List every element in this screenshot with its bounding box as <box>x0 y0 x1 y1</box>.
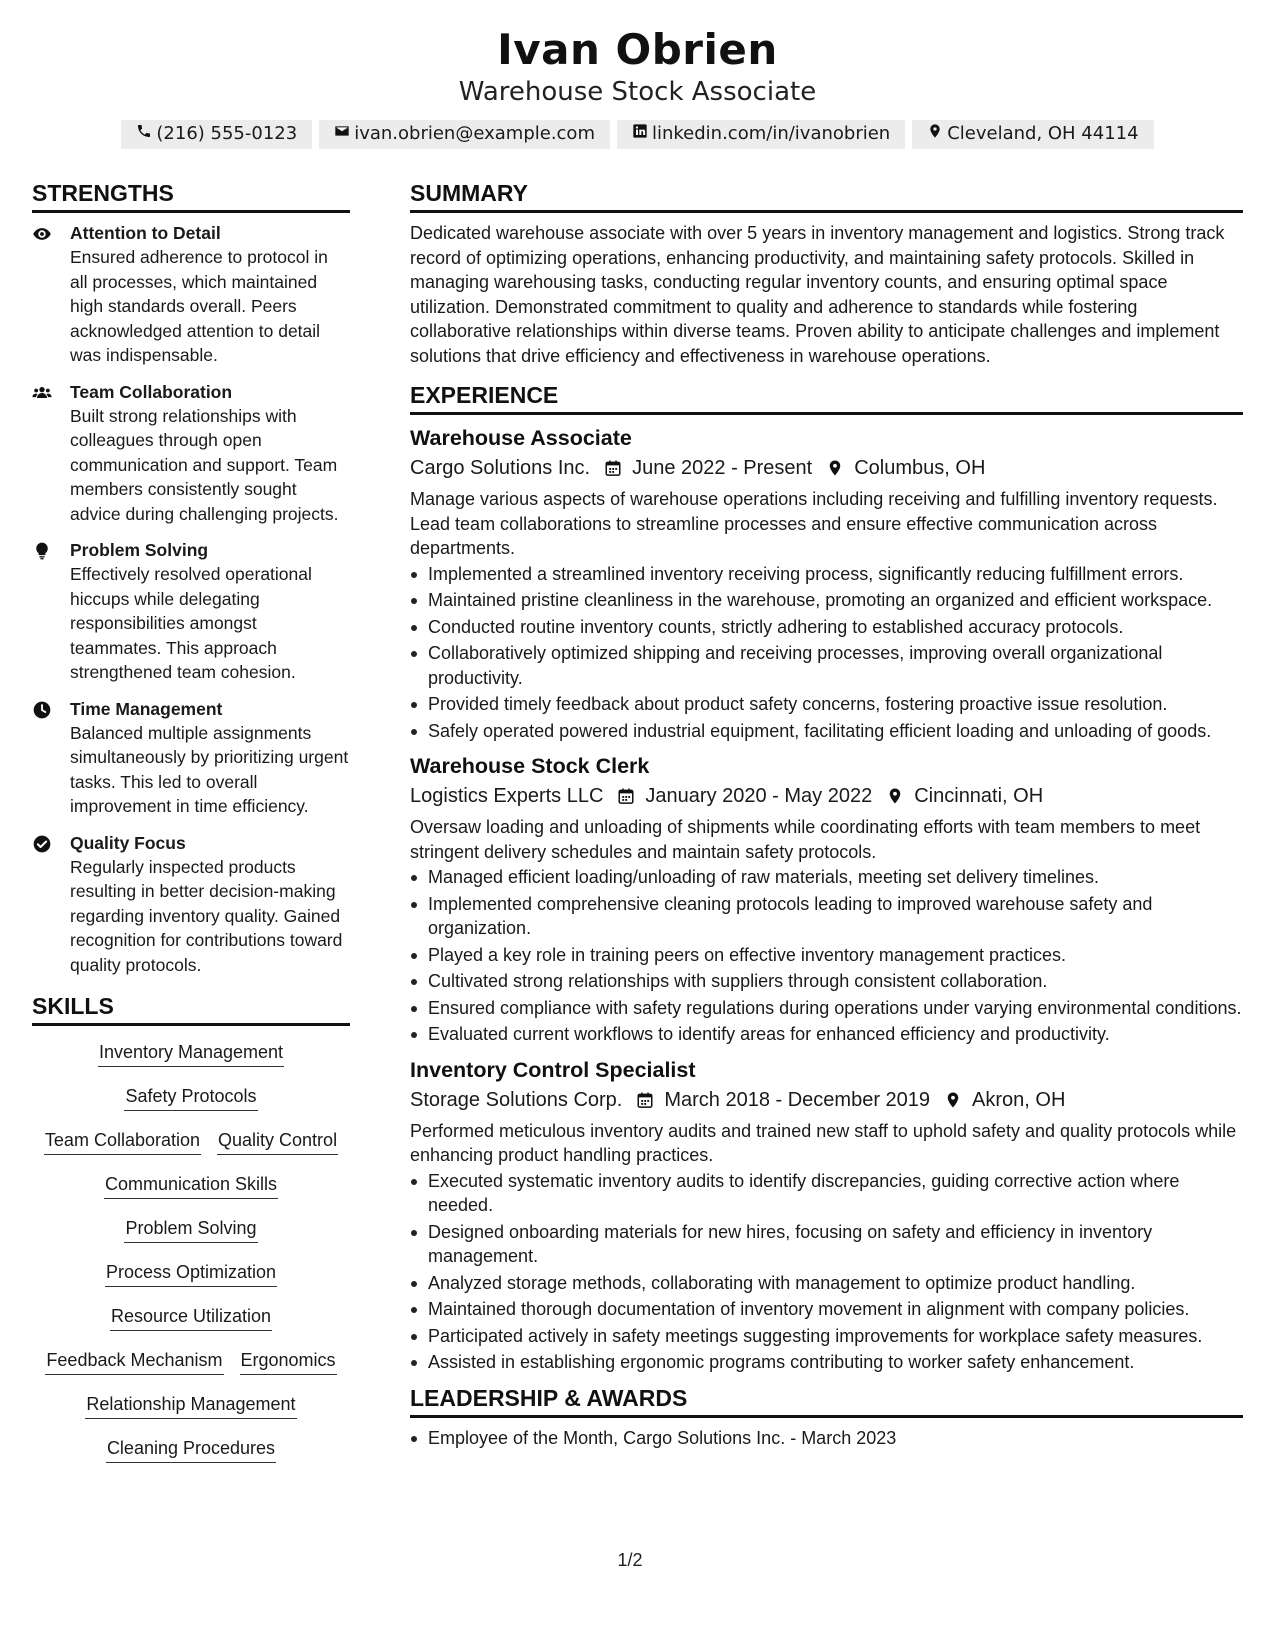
strength-desc: Regularly inspected products resulting in better decision-making regarding inventory quality. Gained recognition for contributions toward quality protocols. <box>70 856 343 975</box>
job-location: Columbus, OH <box>854 457 986 479</box>
job-bullet: Evaluated current workflows to identify areas for enhanced efficiency and productivity. <box>410 1022 1243 1047</box>
strength-title: Quality Focus <box>70 832 186 853</box>
job-entry <box>410 423 1243 743</box>
job-entry <box>410 1055 1243 1375</box>
job-bullet: Analyzed storage methods, collaborating with management to optimize product handling. <box>410 1271 1243 1296</box>
job-bullet: Executed systematic inventory audits to identify discrepancies, guiding corrective action where needed. <box>410 1169 1243 1218</box>
skill-row <box>32 1084 350 1111</box>
job-title: Warehouse Associate <box>410 426 632 450</box>
skill-row <box>32 1436 350 1463</box>
skills-heading: SKILLS <box>32 991 350 1026</box>
skill-tag: Process Optimization <box>105 1260 277 1287</box>
email-icon <box>334 122 350 146</box>
skill-row <box>32 1392 350 1419</box>
skill-tag: Problem Solving <box>124 1216 257 1243</box>
candidate-title: Warehouse Stock Associate <box>458 77 817 107</box>
job-bullet: Ensured compliance with safety regulations during operations under varying environmental conditions. <box>410 996 1243 1021</box>
job-location: Cincinnati, OH <box>914 785 1044 807</box>
strengths-heading: STRENGTHS <box>32 178 350 213</box>
strength-item <box>32 831 350 978</box>
job-bullet: Assisted in establishing ergonomic programs contributing to worker safety enhancement. <box>410 1350 1243 1375</box>
job-bullet: Maintained pristine cleanliness in the warehouse, promoting an organized and efficient workspace. <box>410 588 1243 613</box>
users-icon <box>32 380 70 527</box>
job-title: Warehouse Stock Clerk <box>410 754 650 778</box>
job-meta <box>410 453 1243 483</box>
calendar-icon <box>636 1091 654 1109</box>
skill-tag: Ergonomics <box>240 1348 337 1375</box>
award-item: Employee of the Month, Cargo Solutions Inc. - March 2023 <box>410 1426 1243 1451</box>
check-circle-icon <box>32 831 70 978</box>
phone-icon <box>136 122 152 146</box>
job-entry <box>410 751 1243 1047</box>
job-bullet: Participated actively in safety meetings suggesting improvements for workplace safety measures. <box>410 1324 1243 1349</box>
job-dates: March 2018 - December 2019 <box>664 1088 931 1111</box>
linkedin-icon <box>632 122 648 146</box>
location-pin-icon <box>826 459 844 477</box>
candidate-name: Ivan Obrien <box>497 25 778 74</box>
job-bullet: Conducted routine inventory counts, strictly adhering to established accuracy protocols. <box>410 615 1243 640</box>
location-pin-icon <box>944 1091 962 1109</box>
job-bullet: Collaboratively optimized shipping and receiving processes, improving overall organizational productivity. <box>410 641 1243 690</box>
awards-heading: LEADERSHIP & AWARDS <box>410 1383 1243 1418</box>
calendar-icon <box>617 787 635 805</box>
contact-bar <box>0 120 1275 149</box>
strength-item <box>32 697 350 819</box>
skill-row <box>32 1216 350 1243</box>
skill-tag: Quality Control <box>217 1128 338 1155</box>
job-meta <box>410 1085 1243 1115</box>
skill-row <box>32 1304 350 1331</box>
skill-row <box>32 1172 350 1199</box>
lightbulb-icon <box>32 538 70 685</box>
skill-row <box>32 1128 350 1155</box>
strength-desc: Balanced multiple assignments simultaneously by prioritizing urgent tasks. This led to overall improvement in time efficiency. <box>70 722 349 816</box>
clock-icon <box>32 697 70 819</box>
skill-row <box>32 1348 350 1375</box>
job-bullet: Implemented comprehensive cleaning protocols leading to improved warehouse safety and organization. <box>410 892 1243 941</box>
job-bullet: Designed onboarding materials for new hires, focusing on safety and efficiency in inventory management. <box>410 1220 1243 1269</box>
job-bullet: Provided timely feedback about product safety concerns, fostering proactive issue resolution. <box>410 692 1243 717</box>
job-bullet: Implemented a streamlined inventory receiving process, significantly reducing fulfillment errors. <box>410 562 1243 587</box>
job-description: Oversaw loading and unloading of shipments while coordinating efforts with team members to meet stringent delivery schedules and maintain safety protocols. <box>410 817 1201 862</box>
strength-item <box>32 221 350 368</box>
strength-title: Attention to Detail <box>70 223 221 243</box>
job-dates: June 2022 - Present <box>632 457 813 479</box>
job-company: Cargo Solutions Inc. <box>410 457 591 479</box>
left-column <box>32 178 350 1480</box>
skill-row <box>32 1260 350 1287</box>
strength-desc: Effectively resolved operational hiccups while delegating responsibilities amongst teammates. This approach strengthened team cohesion. <box>70 564 312 682</box>
job-meta <box>410 781 1243 811</box>
contact-phone[interactable] <box>121 120 312 149</box>
job-title: Inventory Control Specialist <box>410 1057 696 1082</box>
summary-text: Dedicated warehouse associate with over 5 years in inventory management and logistics. Strong track record of optimizing operations, enhancing productivity, and maintaining safety protocols. Skilled in managing warehousing tasks, conducting regular inventory counts, and ensuring optimal space utilization. Demonstrated commitment to quality and adherence to standards while fostering collaborative relationships within diverse teams. Proven ability to anticipate challenges and implement solutions that drive efficiency and effectiveness in warehouse operations. <box>410 223 1225 366</box>
resume-header <box>0 24 1275 149</box>
strength-title: Problem Solving <box>70 540 209 560</box>
awards-list <box>410 1426 1243 1451</box>
job-bullet: Maintained thorough documentation of inventory movement in alignment with company policies. <box>410 1297 1243 1322</box>
skill-tag: Cleaning Procedures <box>106 1436 276 1463</box>
contact-email-text: ivan.obrien@example.com <box>354 123 595 144</box>
strength-item <box>32 380 350 527</box>
experience-heading: EXPERIENCE <box>410 380 1243 415</box>
location-pin-icon <box>927 122 943 146</box>
calendar-icon <box>604 459 622 477</box>
skill-row <box>32 1040 350 1067</box>
job-bullet: Managed efficient loading/unloading of raw materials, meeting set delivery timelines. <box>410 865 1243 890</box>
job-location: Akron, OH <box>972 1088 1066 1111</box>
strength-title: Time Management <box>70 698 223 719</box>
location-pin-icon <box>886 787 904 805</box>
job-description: Performed meticulous inventory audits and trained new staff to uphold safety and quality protocols while enhancing product handling practices. <box>410 1120 1237 1165</box>
skill-tag: Safety Protocols <box>124 1084 257 1111</box>
summary-heading: SUMMARY <box>410 178 1243 213</box>
job-bullets <box>410 1169 1243 1375</box>
job-dates: January 2020 - May 2022 <box>645 785 873 807</box>
job-company: Logistics Experts LLC <box>410 785 604 807</box>
job-description: Manage various aspects of warehouse operations including receiving and fulfilling inventory requests. Lead team collaborations to streamline processes and ensure effective communication across departments. <box>410 489 1218 558</box>
contact-location <box>912 120 1153 149</box>
strength-item <box>32 538 350 685</box>
skill-tag: Inventory Management <box>98 1040 284 1067</box>
strength-title: Team Collaboration <box>70 381 233 402</box>
contact-location-text: Cleveland, OH 44114 <box>947 123 1139 144</box>
skill-tag: Communication Skills <box>104 1172 278 1199</box>
contact-linkedin[interactable] <box>617 120 905 149</box>
eye-icon <box>32 221 70 368</box>
page-number: 1/2 <box>617 1550 643 1570</box>
skill-tag: Feedback Mechanism <box>45 1348 223 1375</box>
skill-tag: Relationship Management <box>85 1392 296 1419</box>
job-bullets <box>410 562 1243 744</box>
contact-linkedin-text: linkedin.com/in/ivanobrien <box>651 123 891 144</box>
strength-desc: Ensured adherence to protocol in all processes, which maintained high standards overall. Peers acknowledged attention to detail was indispensable. <box>70 247 328 365</box>
skill-tag: Resource Utilization <box>110 1304 272 1331</box>
skills-list <box>32 1034 350 1463</box>
job-bullet: Cultivated strong relationships with suppliers through consistent collaboration. <box>410 969 1243 994</box>
contact-email[interactable] <box>319 120 610 149</box>
strength-desc: Built strong relationships with colleagues through open communication and support. Team members consistently sought advice during challenging projects. <box>70 405 339 524</box>
job-bullet: Safely operated powered industrial equipment, facilitating efficient loading and unloading of goods. <box>410 719 1243 744</box>
contact-phone-text: (216) 555-0123 <box>156 123 298 144</box>
right-column <box>410 178 1243 1452</box>
job-bullet: Played a key role in training peers on effective inventory management practices. <box>410 943 1243 968</box>
skill-tag: Team Collaboration <box>44 1128 201 1155</box>
job-company: Storage Solutions Corp. <box>410 1088 623 1111</box>
job-bullets <box>410 865 1243 1047</box>
